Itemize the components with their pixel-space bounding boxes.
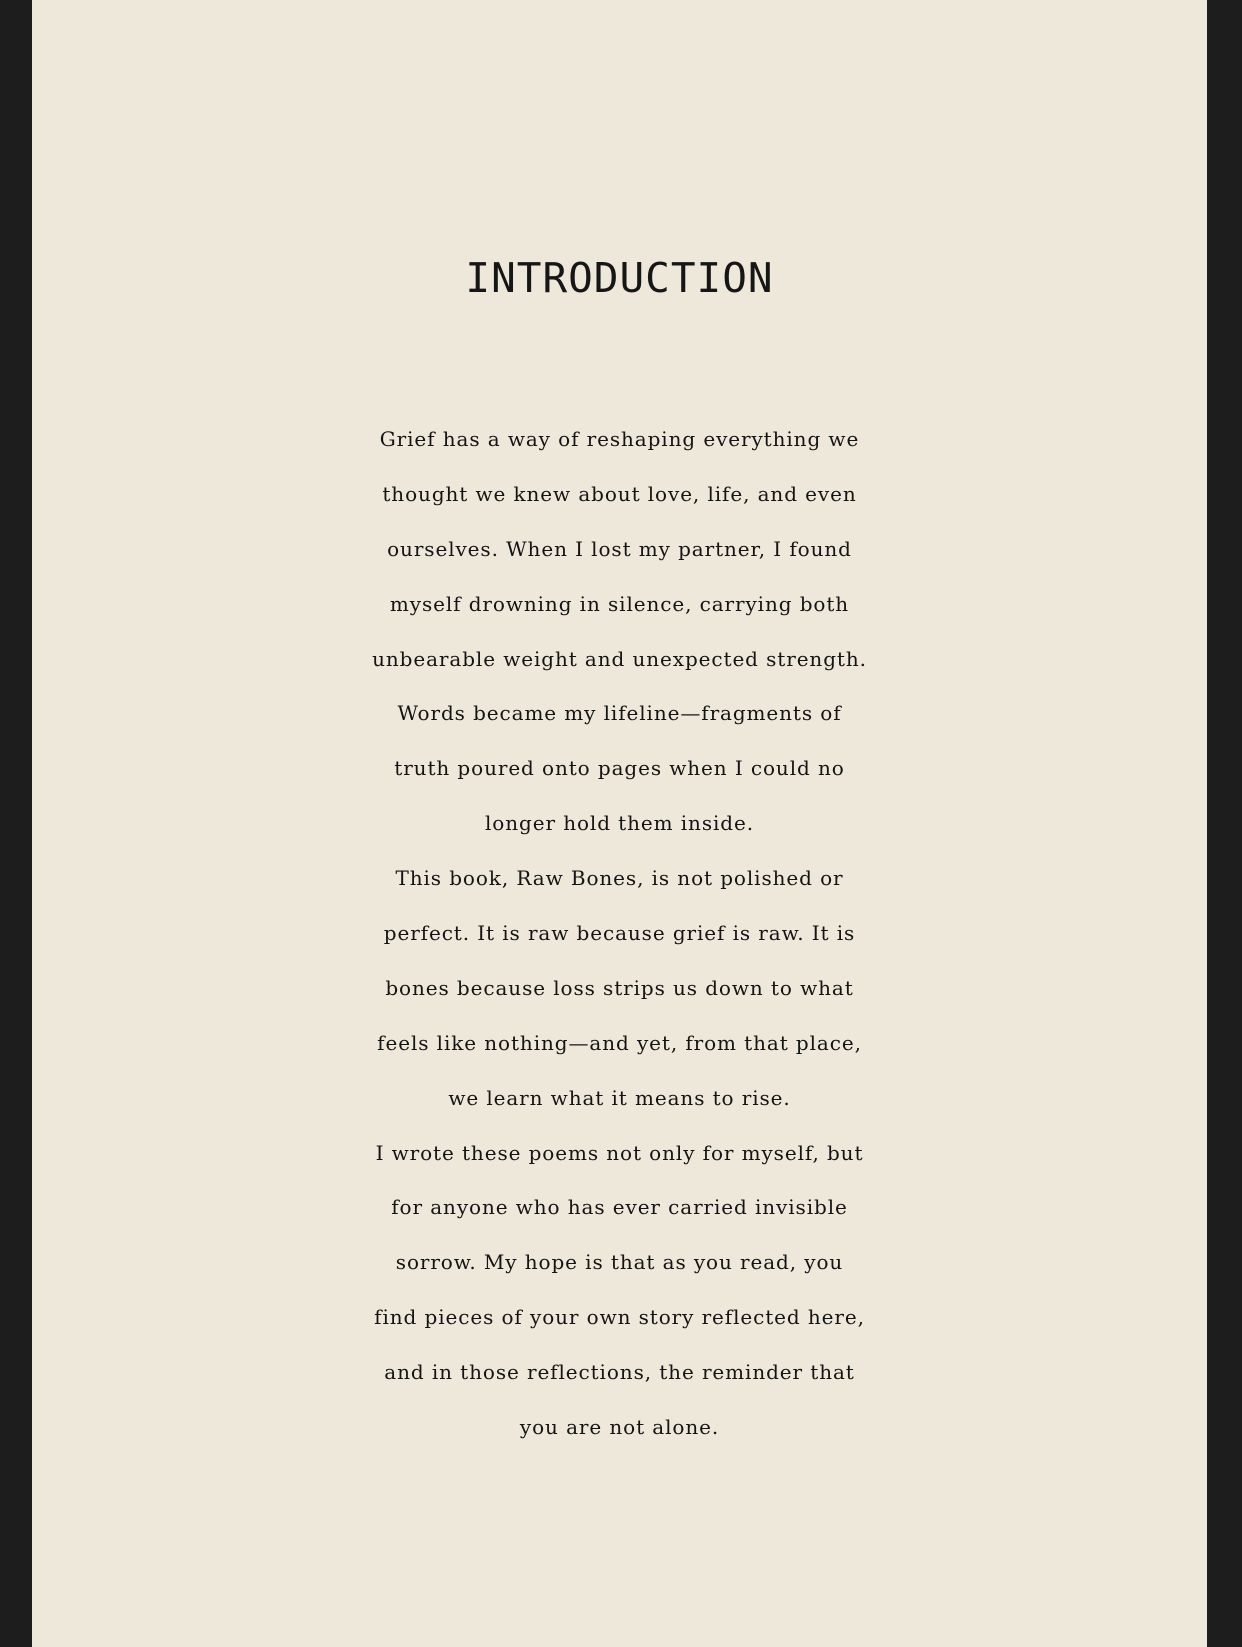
text-line: This book, Raw Bones, is not polished or	[395, 866, 844, 891]
text-line: and in those reflections, the reminder that	[384, 1360, 855, 1385]
text-line: truth poured onto pages when I could no	[394, 756, 845, 781]
text-line: Words became my lifeline—fragments of	[397, 701, 842, 726]
book-page[interactable]	[32, 0, 1207, 1647]
page-heading: INTRODUCTION	[465, 254, 774, 302]
text-line: you are not alone.	[519, 1415, 720, 1440]
text-line: I wrote these poems not only for myself, but	[375, 1140, 864, 1165]
text-line: for anyone who has ever carried invisible	[391, 1195, 848, 1220]
text-line: bones because loss strips us down to what	[385, 975, 854, 1000]
text-line: unbearable weight and unexpected strength.	[372, 646, 867, 671]
text-line: we learn what it means to rise.	[448, 1085, 791, 1110]
page-content	[32, 0, 1207, 1647]
introduction-body	[32, 412, 1207, 1455]
text-line: sorrow. My hope is that as you read, you	[395, 1250, 844, 1275]
text-line: longer hold them inside.	[485, 811, 754, 836]
text-line: feels like nothing—and yet, from that place,	[377, 1030, 862, 1055]
text-line: Grief has a way of reshaping everything we	[379, 427, 860, 451]
text-line: find pieces of your own story reflected here,	[374, 1305, 865, 1330]
text-line: myself drowning in silence, carrying both	[389, 591, 850, 616]
text-line: perfect. It is raw because grief is raw. It is	[383, 921, 856, 946]
text-line: thought we knew about love, life, and even	[382, 481, 857, 506]
text-line: ourselves. When I lost my partner, I found	[387, 536, 852, 561]
